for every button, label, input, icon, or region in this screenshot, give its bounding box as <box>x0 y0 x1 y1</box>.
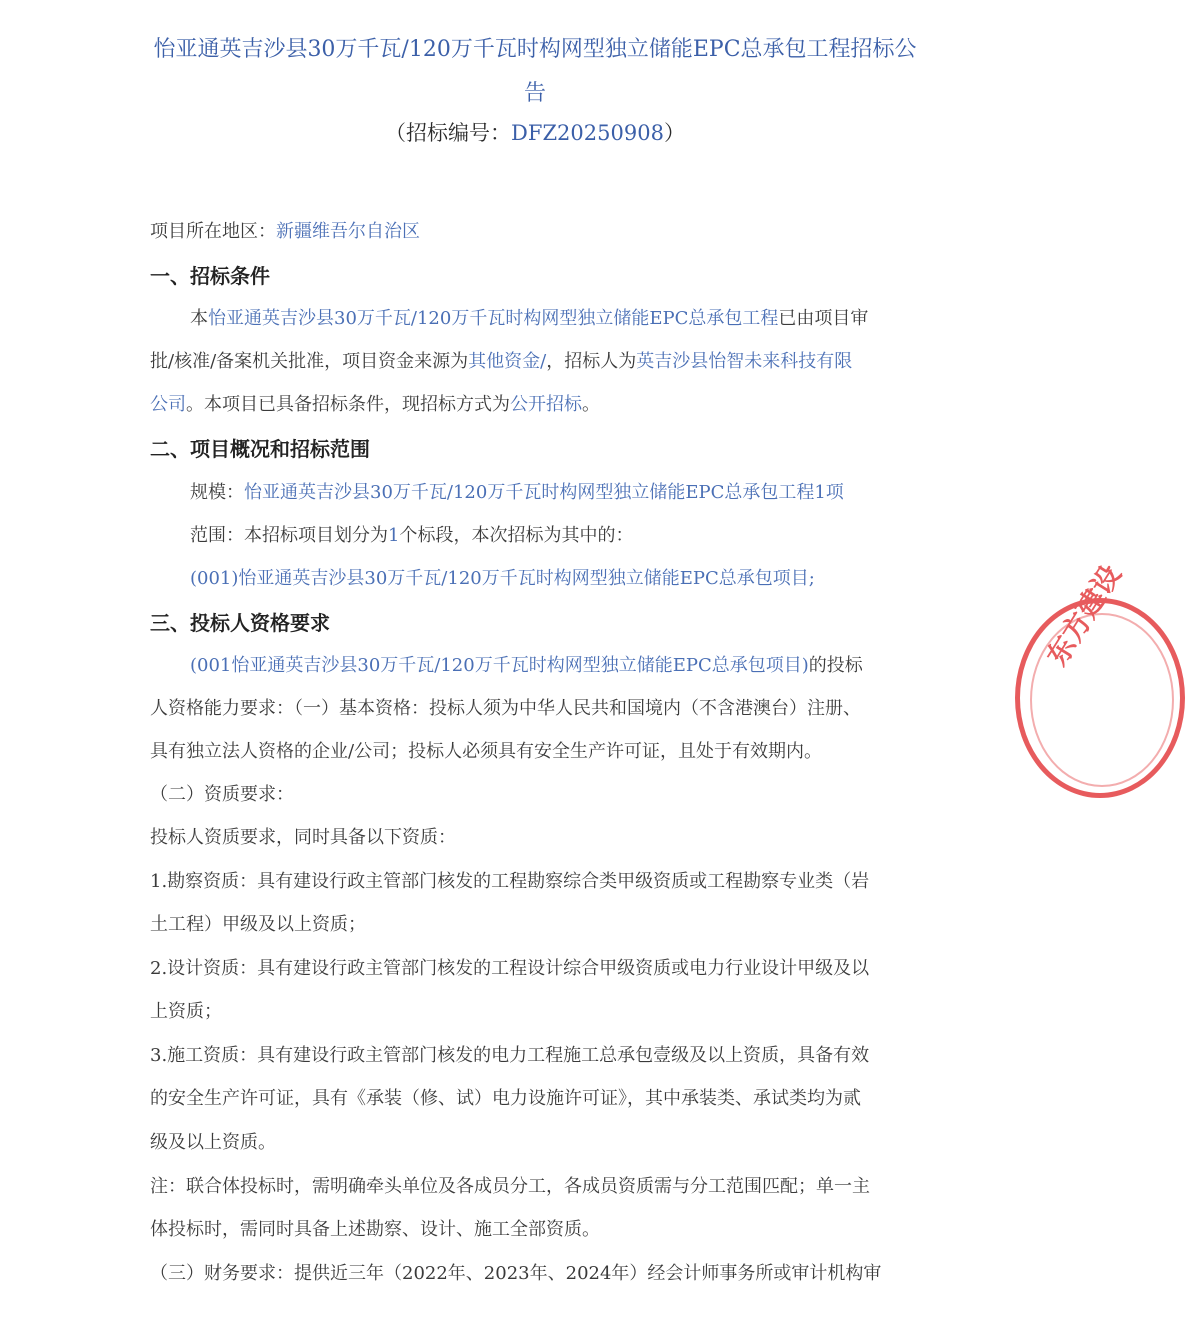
tender-code-suffix: ） <box>663 121 685 145</box>
s3-line-10: 3.施工资质：具有建设行政主管部门核发的电力工程施工总承包壹级及以上资质，具备有效 <box>150 1045 870 1066</box>
seal-text: 东方建设 <box>1040 558 1128 672</box>
s3-line-3: 具有独立法人资格的企业/公司；投标人必须具有安全生产许可证，且处于有效期内。 <box>150 741 823 762</box>
text-run: 。本项目已具备招标条件，现招标方式为 <box>186 394 510 415</box>
tender-code-value: DFZ20250908 <box>511 121 664 145</box>
official-seal-stamp <box>1015 558 1185 798</box>
section-heading-1: 一、招标条件 <box>150 264 270 288</box>
s3-line-2: 人资格能力要求：（一）基本资格：投标人须为中华人民共和国境内（不含港澳台）注册、 <box>150 698 861 719</box>
title-line-1: 怡亚通英吉沙县30万千瓦/120万千瓦时构网型独立储能EPC总承包工程招标公 <box>153 37 917 62</box>
s1-paragraph-line-3 <box>150 393 925 417</box>
s3-line-11: 的安全生产许可证，具有《承装（修、试）电力设施许可证》，其中承装类、承试类均为贰 <box>150 1088 861 1109</box>
text-run: 的投标 <box>808 655 863 676</box>
fund-source: 其他资金/ <box>468 351 547 372</box>
scale-line <box>190 481 965 505</box>
text-run: 本 <box>190 308 208 329</box>
scale-value: 怡亚通英吉沙县30万千瓦/120万千瓦时构网型独立储能EPC总承包工程1项 <box>244 482 844 503</box>
tenderer-name: 英吉沙县怡智未来科技有限 <box>636 351 853 372</box>
section-heading-2: 二、项目概况和招标范围 <box>150 437 370 461</box>
s3-line-7: 土工程）甲级及以上资质； <box>150 914 366 935</box>
tender-code-prefix: （招标编号： <box>385 121 512 145</box>
text-run: ，招标人为 <box>546 351 637 372</box>
text-run: 个标段，本次招标为其中的： <box>399 525 634 546</box>
s3-line-15: （三）财务要求：提供近三年（2022年、2023年、2024年）经会计师事务所或审计机构审 <box>150 1263 882 1284</box>
tender-method: 公开招标 <box>510 394 582 415</box>
scale-label: 规模： <box>190 482 244 503</box>
text-run: 范围：本招标项目划分为 <box>190 525 388 546</box>
s1-paragraph-line-1 <box>190 307 965 331</box>
lot-count: 1 <box>388 525 400 546</box>
section-heading-3: 三、投标人资格要求 <box>150 611 330 635</box>
s3-line-12: 级及以上资质。 <box>150 1132 276 1153</box>
text-run: 已由项目审 <box>778 308 869 329</box>
s3-line-14: 体投标时，需同时具备上述勘察、设计、施工全部资质。 <box>150 1219 600 1240</box>
text-run: 批/核准/备案机关批准，项目资金来源为 <box>150 351 469 372</box>
text-run: 。 <box>582 394 600 415</box>
lot-reference: (001怡亚通英吉沙县30万千瓦/120万千瓦时构网型独立储能EPC总承包项目) <box>190 655 809 676</box>
s3-line-8: 2.设计资质：具有建设行政主管部门核发的工程设计综合甲级资质或电力行业设计甲级及以 <box>150 958 870 979</box>
tender-code <box>140 113 930 153</box>
project-name: 怡亚通英吉沙县30万千瓦/120万千瓦时构网型独立储能EPC总承包工程 <box>208 308 779 329</box>
document-title <box>140 28 930 116</box>
project-region <box>150 220 925 244</box>
s3-line-4: （二）资质要求： <box>150 784 294 805</box>
title-line-2: 告 <box>523 81 546 106</box>
s3-line-1 <box>190 654 965 678</box>
s3-line-9: 上资质； <box>150 1001 222 1022</box>
range-line <box>190 524 965 548</box>
s3-line-5: 投标人资质要求，同时具备以下资质： <box>150 827 456 848</box>
s3-line-13: 注：联合体投标时，需明确牵头单位及各成员分工，各成员资质需与分工范围匹配；单一主 <box>150 1176 870 1197</box>
s1-paragraph-line-2 <box>150 350 925 374</box>
lot-line: (001)怡亚通英吉沙县30万千瓦/120万千瓦时构网型独立储能EPC总承包项目; <box>190 568 815 589</box>
s3-line-6: 1.勘察资质：具有建设行政主管部门核发的工程勘察综合类甲级资质或工程勘察专业类（岩 <box>150 871 870 892</box>
region-label: 项目所在地区： <box>150 221 276 242</box>
region-value: 新疆维吾尔自治区 <box>276 221 420 242</box>
tenderer-name-end: 公司 <box>150 394 186 415</box>
